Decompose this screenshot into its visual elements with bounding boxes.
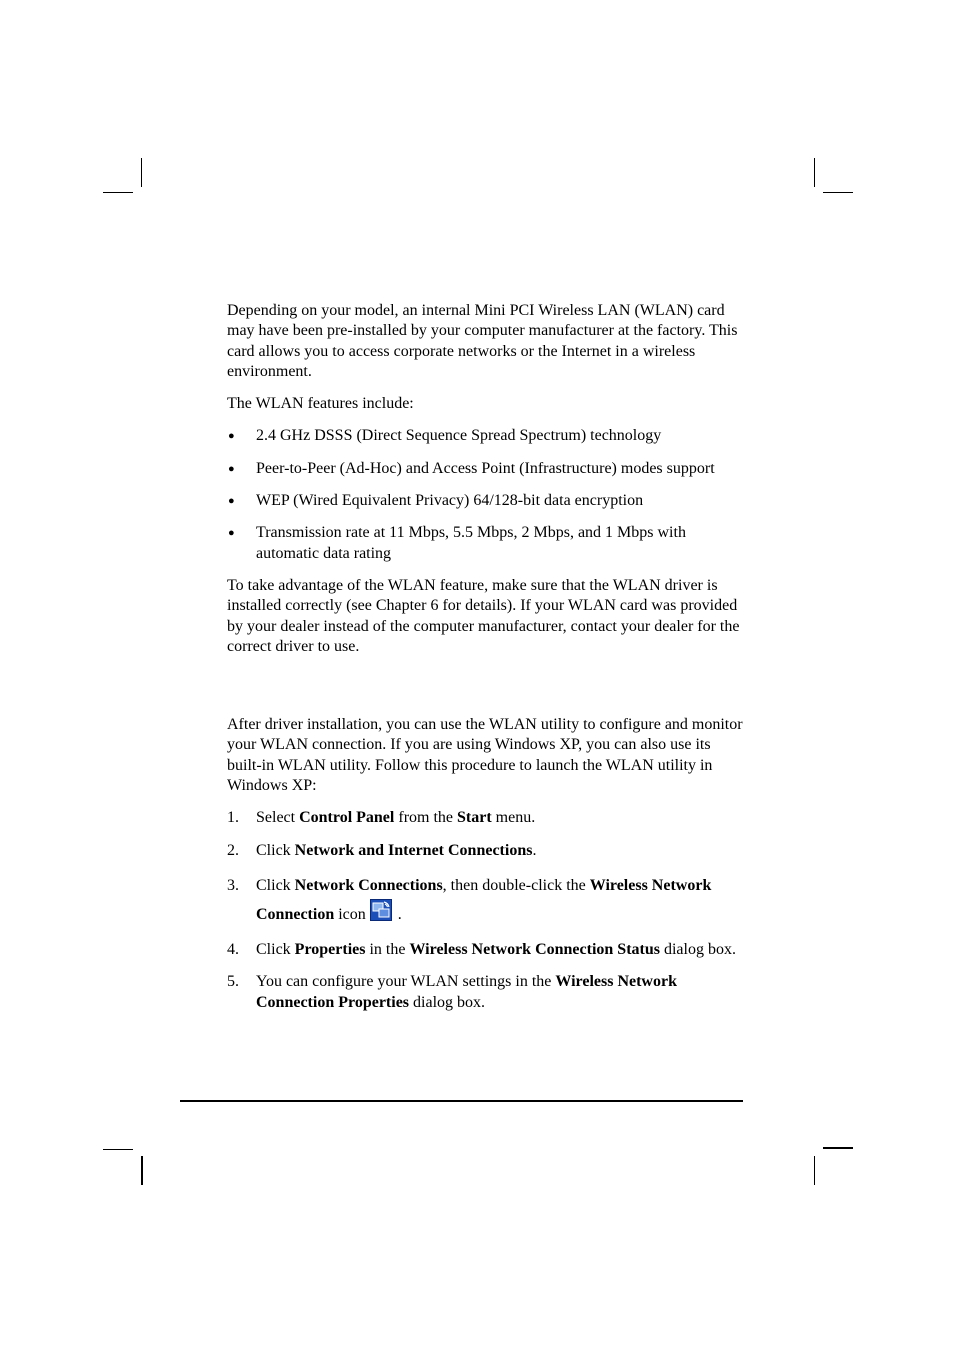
steps-list — [227, 808, 747, 1012]
list-item: ● 2.4 GHz DSSS (Direct Sequence Spread Spectrum) technology — [227, 426, 747, 446]
crop-mark-bottom-right-vertical — [814, 1156, 815, 1185]
crop-mark-top-right-vertical — [814, 158, 815, 187]
step-number: 4. — [227, 940, 239, 958]
list-item: 2. Click Network and Internet Connections. — [227, 841, 747, 861]
crop-mark-bottom-left-horizontal — [103, 1149, 133, 1150]
bullet-icon: ● — [228, 462, 235, 475]
crop-mark-bottom-right-horizontal — [823, 1147, 853, 1149]
crop-mark-top-left-horizontal — [103, 192, 133, 193]
list-item: 1. Select Control Panel from the Start menu. — [227, 808, 747, 828]
crop-mark-bottom-left-vertical — [141, 1156, 143, 1185]
bullet-icon: ● — [228, 527, 235, 540]
list-item: ● Peer-to-Peer (Ad-Hoc) and Access Point (Infrastructure) modes support — [227, 459, 747, 479]
network-connection-icon — [370, 899, 392, 921]
step-number: 2. — [227, 841, 239, 859]
driver-note: To take advantage of the WLAN feature, make sure that the WLAN driver is installed correctly (see Chapter 6 for details). If your WLAN card was provided by your dealer instead of the computer manufacturer, contact your dealer for the correct driver to use. — [227, 576, 740, 655]
step-number: 3. — [227, 876, 239, 894]
utility-intro: After driver installation, you can use the WLAN utility to configure and monitor your WLAN connection. If you are using Windows XP, you can also use its built-in WLAN utility. Follow this procedure to launch the WLAN utility in Windows XP: — [227, 716, 743, 795]
list-item: ● WEP (Wired Equivalent Privacy) 64/128-bit data encryption — [227, 491, 747, 511]
features-list — [227, 426, 747, 563]
bullet-icon: ● — [228, 495, 235, 508]
list-item: 3. Click Network Connections, then double-click the Wireless Network Connection icon . — [227, 873, 747, 928]
step-number: 5. — [227, 973, 239, 991]
list-item: 5. You can configure your WLAN settings in the Wireless Network Connection Properties dialog box. — [227, 973, 677, 1011]
step-number: 1. — [227, 809, 239, 827]
page-content — [227, 301, 747, 1025]
crop-mark-top-left-vertical — [141, 158, 142, 187]
list-item: 4. Click Properties in the Wireless Network Connection Status dialog box. — [227, 940, 747, 960]
intro-paragraph: Depending on your model, an internal Mini PCI Wireless LAN (WLAN) card may have been pre-installed by your computer manufacturer at the factory. This card allows you to access corporate networks or the Internet in a wireless environment. — [227, 302, 738, 380]
footer-rule — [180, 1100, 743, 1102]
bullet-icon: ● — [228, 430, 235, 443]
list-item: ● Transmission rate at 11 Mbps, 5.5 Mbps, 2 Mbps, and 1 Mbps with automatic data rating — [228, 524, 686, 562]
crop-mark-top-right-horizontal — [823, 192, 853, 193]
features-heading: The WLAN features include: — [227, 395, 414, 413]
